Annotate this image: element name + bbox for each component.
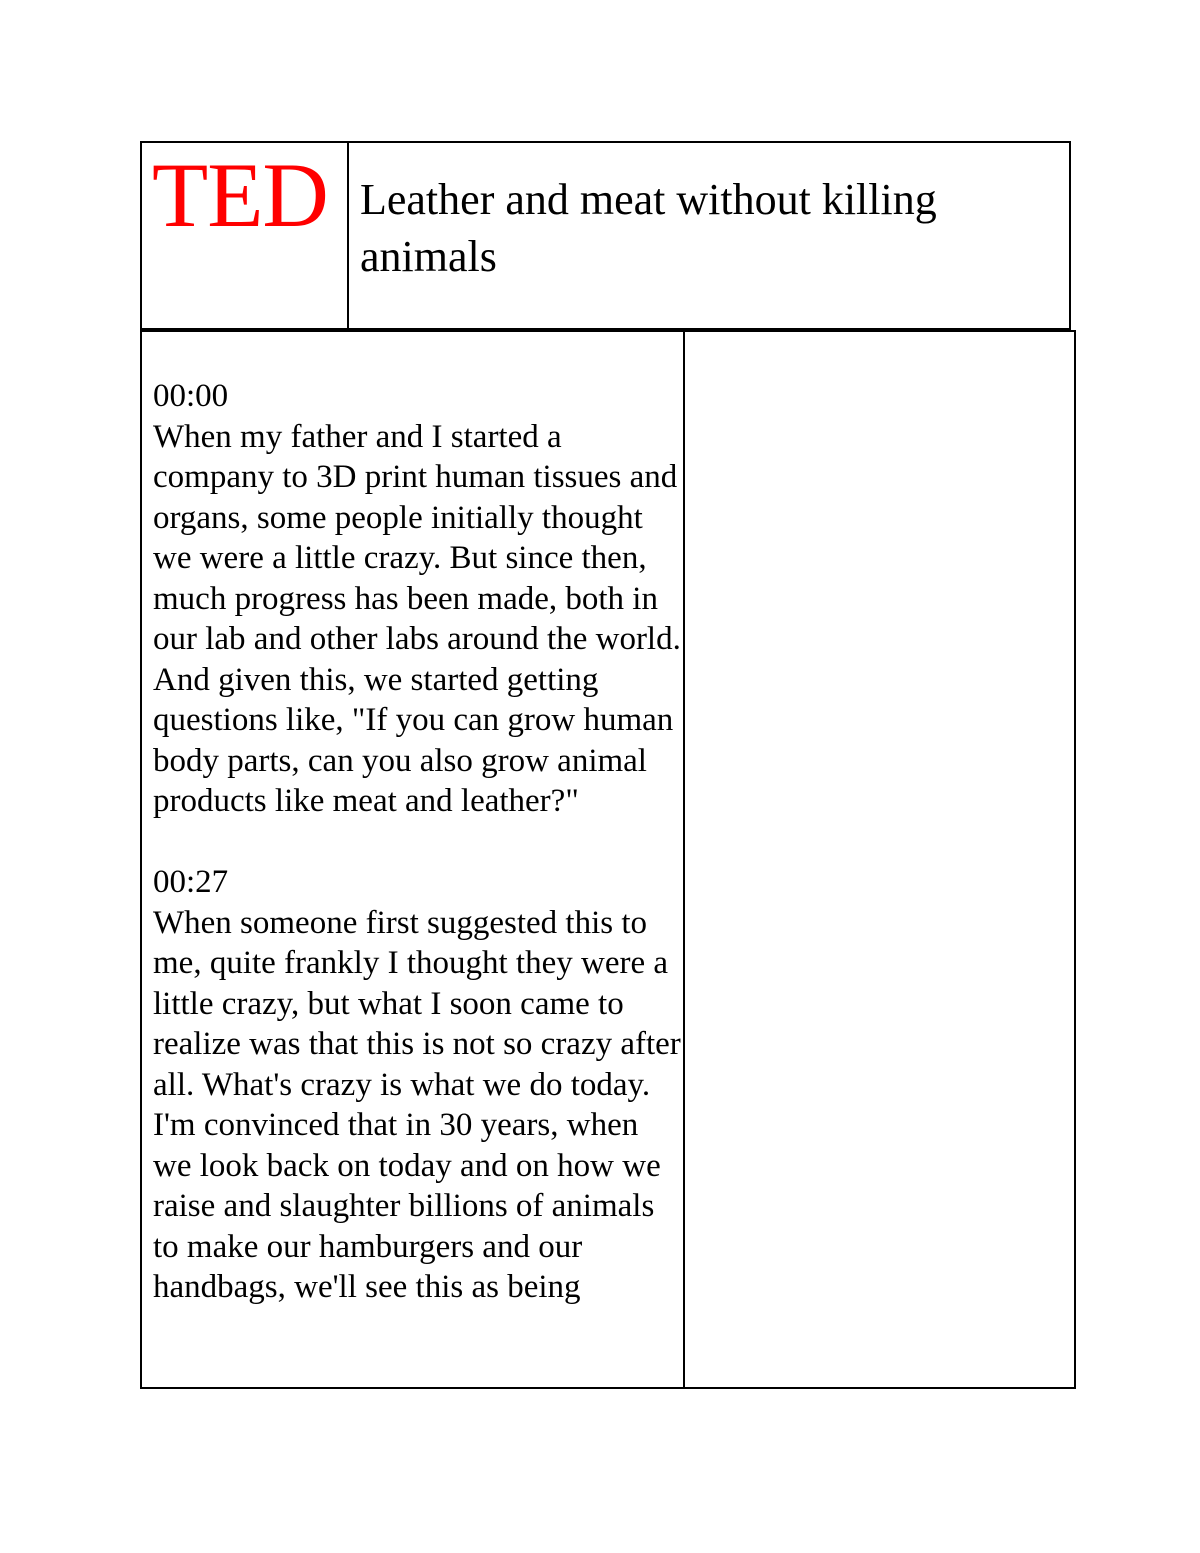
transcript-cell [142, 332, 685, 1387]
notes-cell [685, 332, 1074, 1387]
transcript-segment [153, 862, 683, 1308]
talk-title: Leather and meat without killing animals [360, 175, 937, 281]
segment-text: When someone first suggested this to me, quite frankly I thought they were a little crazy, but what I soon came to realize was that this is not so crazy after all. What's crazy is what we do today. I'm convinced that in 30 years, when we look back on today and on how we raise and slaughter billions of animals to make our hamburgers and our handbags, we'll see this as being [153, 904, 681, 1305]
transcript-table [140, 330, 1076, 1389]
header-table [140, 141, 1071, 330]
logo-cell [142, 143, 349, 328]
timestamp: 00:27 [153, 864, 229, 900]
timestamp: 00:00 [153, 378, 229, 414]
transcript [153, 376, 683, 1348]
transcript-segment [153, 376, 683, 822]
segment-text: When my father and I started a company to 3D print human tissues and organs, some people initially thought we were a little crazy. But since then, much progress has been made, both in our lab and other labs around the world. And given this, we started getting questions like, "If you can grow human body parts, can you also grow animal products like meat and leather?" [153, 418, 681, 819]
ted-logo: TED [152, 144, 328, 246]
title-cell [349, 143, 1069, 328]
